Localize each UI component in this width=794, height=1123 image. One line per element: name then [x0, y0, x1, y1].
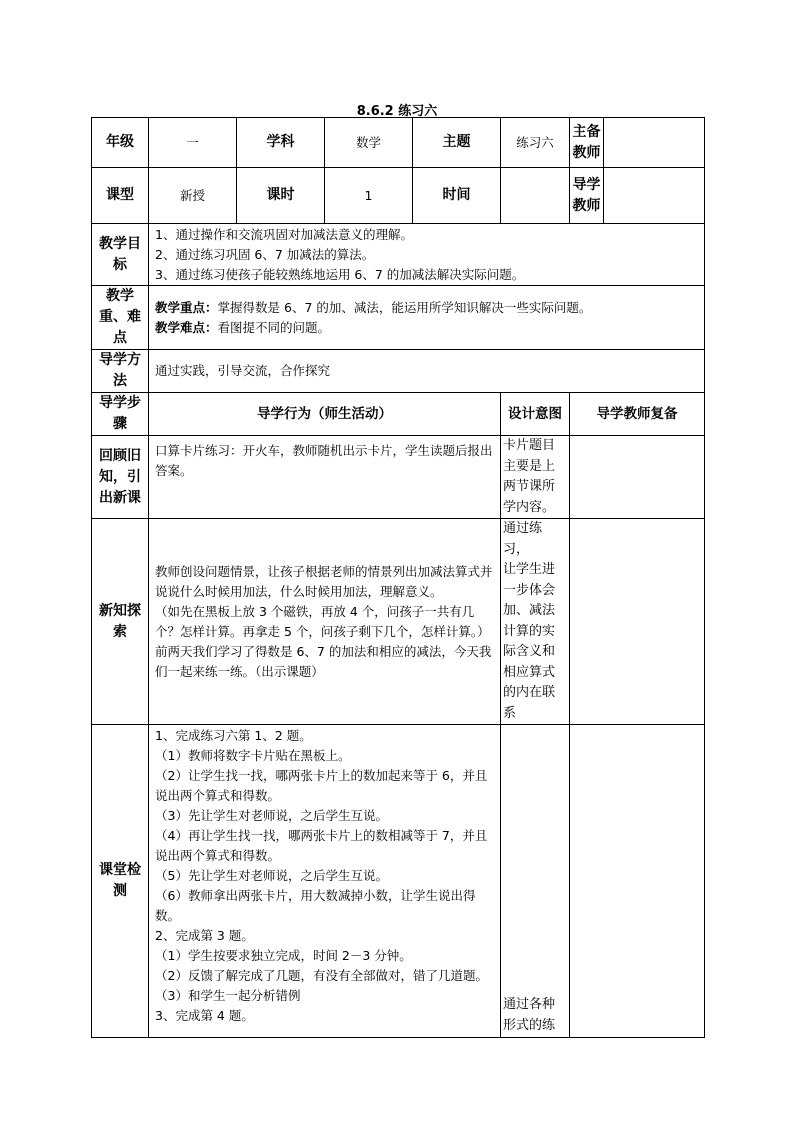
goals-label: 教学目标: [92, 224, 149, 286]
check-line: （6）教师拿出两张卡片，用大数减掉小数，让学生说出得数。: [155, 888, 476, 923]
check-line: （1）学生按要求独立完成，时间 2－3 分钟。: [155, 948, 412, 963]
period-value: 1: [325, 168, 413, 224]
topic-value: 练习六: [501, 118, 570, 168]
goal-item: 2、通过练习巩固 6、7 加减法的算法。: [155, 247, 375, 262]
subject-value: 数学: [325, 118, 413, 168]
explore-activity: [149, 519, 501, 725]
subject-label: 学科: [237, 118, 325, 168]
review-teacher-notes: [570, 436, 705, 519]
check-line: （2）反馈了解完成了几题，有没有全部做对，错了几道题。: [155, 968, 488, 983]
document-title: 8.6.2 练习六: [356, 104, 438, 119]
review-design: [501, 436, 570, 519]
design-line: 计算的实: [503, 623, 556, 639]
grade-value: 一: [149, 118, 237, 168]
type-value: 新授: [149, 168, 237, 224]
design-line: 际含义和: [503, 644, 556, 659]
explore-line: 前两天我们学习了得数是 6、7 的加法和相应的减法，今天我们一起来练一练。（出示课题）: [155, 643, 492, 679]
guide-teacher-label: 导学教师: [570, 168, 604, 224]
review-label: 回顾旧知，引出新课: [92, 436, 149, 519]
explore-teacher-notes: [570, 519, 705, 725]
grade-label: 年级: [92, 118, 149, 168]
check-line: 1、完成练习六第 1、2 题。: [155, 728, 312, 743]
explore-line: 教师创设问题情景，让孩子根据老师的情景列出加减法算式并说说什么时候用加法，什么时候用加法，理解意义。: [155, 563, 493, 599]
period-label: 课时: [237, 168, 325, 224]
design-line: 相应算式: [503, 664, 556, 680]
design-line: 卡片题目: [503, 438, 556, 453]
check-row: [92, 725, 705, 1038]
goals-row: [92, 224, 705, 286]
design-line: 学内容。: [503, 499, 556, 515]
check-line: （4）再让学生找一找，哪两张卡片上的数相减等于 7，并且说出两个算式和得数。: [155, 828, 488, 863]
check-design: [501, 725, 570, 1038]
explore-design: [501, 519, 570, 725]
review-row: [92, 436, 705, 519]
check-line: （3）和学生一起分析错例: [155, 988, 301, 1003]
prep-teacher-label: 主备教师: [570, 118, 604, 168]
key-point-text: 掌握得数是 6、7 的加、减法，能运用所学知识解决一些实际问题。: [217, 299, 592, 315]
explore-row: [92, 519, 705, 725]
method-row: [92, 350, 705, 393]
design-line: 通过练习，: [503, 521, 543, 557]
review-header: 导学教师复备: [570, 393, 705, 436]
method-text: 通过实践，引导交流，合作探究: [149, 350, 705, 393]
time-value: [501, 168, 570, 224]
steps-label: 导学步骤: [92, 393, 149, 436]
check-activity: [149, 725, 501, 1038]
check-line: （2）让学生找一找，哪两张卡片上的数加起来等于 6，并且说出两个算式和得数。: [155, 768, 488, 803]
keypoints-row: [92, 286, 705, 350]
design-line: 通过各种: [503, 997, 556, 1012]
design-line: 的内在联: [503, 685, 556, 700]
prep-teacher-value: [604, 118, 705, 168]
activity-header: 导学行为（师生活动）: [149, 393, 501, 436]
check-line: 2、完成第 3 题。: [155, 928, 254, 943]
design-line: 加、减法: [503, 603, 556, 618]
lesson-plan-table: [91, 117, 705, 1038]
design-line: 两节课所: [503, 479, 556, 494]
steps-header-row: [92, 393, 705, 436]
info-row-2: [92, 168, 705, 224]
topic-label: 主题: [413, 118, 501, 168]
check-label: 课堂检测: [92, 725, 149, 1038]
check-teacher-notes: [570, 725, 705, 1038]
keypoints-content: [149, 286, 705, 350]
explore-line: （如先在黑板上放 3 个磁铁，再放 4 个，问孩子一共有几个？怎样计算。再拿走 5 个，问孩子剩下几个，怎样计算。）: [155, 603, 490, 639]
design-line: 让学生进: [503, 562, 556, 577]
guide-teacher-value: [604, 168, 705, 224]
check-line: 3、完成第 4 题。: [155, 1008, 254, 1023]
method-label: 导学方法: [92, 350, 149, 393]
design-header: 设计意图: [501, 393, 570, 436]
explore-label: 新知探索: [92, 519, 149, 725]
check-line: （5）先让学生对老师说，之后学生互说。: [155, 868, 388, 883]
check-line: （1）教师将数字卡片贴在黑板上。: [155, 748, 351, 763]
check-line: （3）先让学生对老师说，之后学生互说。: [155, 808, 388, 823]
design-line: 形式的练: [503, 1017, 556, 1033]
info-row-1: [92, 118, 705, 168]
key-point-label: 教学重点：: [155, 299, 218, 315]
keypoints-label: 教学重、难点: [92, 286, 149, 350]
design-line: 系: [503, 705, 517, 721]
design-line: 主要是上: [503, 458, 556, 474]
design-line: 一步体会: [503, 582, 556, 598]
difficult-point-text: 看图提不同的问题。: [217, 319, 331, 335]
type-label: 课型: [92, 168, 149, 224]
difficult-point-label: 教学难点：: [155, 319, 218, 335]
goals-content: [149, 224, 705, 286]
goal-item: 1、通过操作和交流巩固对加减法意义的理解。: [155, 227, 413, 242]
goal-item: 3、通过练习使孩子能较熟练地运用 6、7 的加减法解决实际问题。: [155, 267, 525, 282]
time-label: 时间: [413, 168, 501, 224]
review-activity: 口算卡片练习：开火车，教师随机出示卡片，学生读题后报出答案。: [149, 436, 501, 519]
